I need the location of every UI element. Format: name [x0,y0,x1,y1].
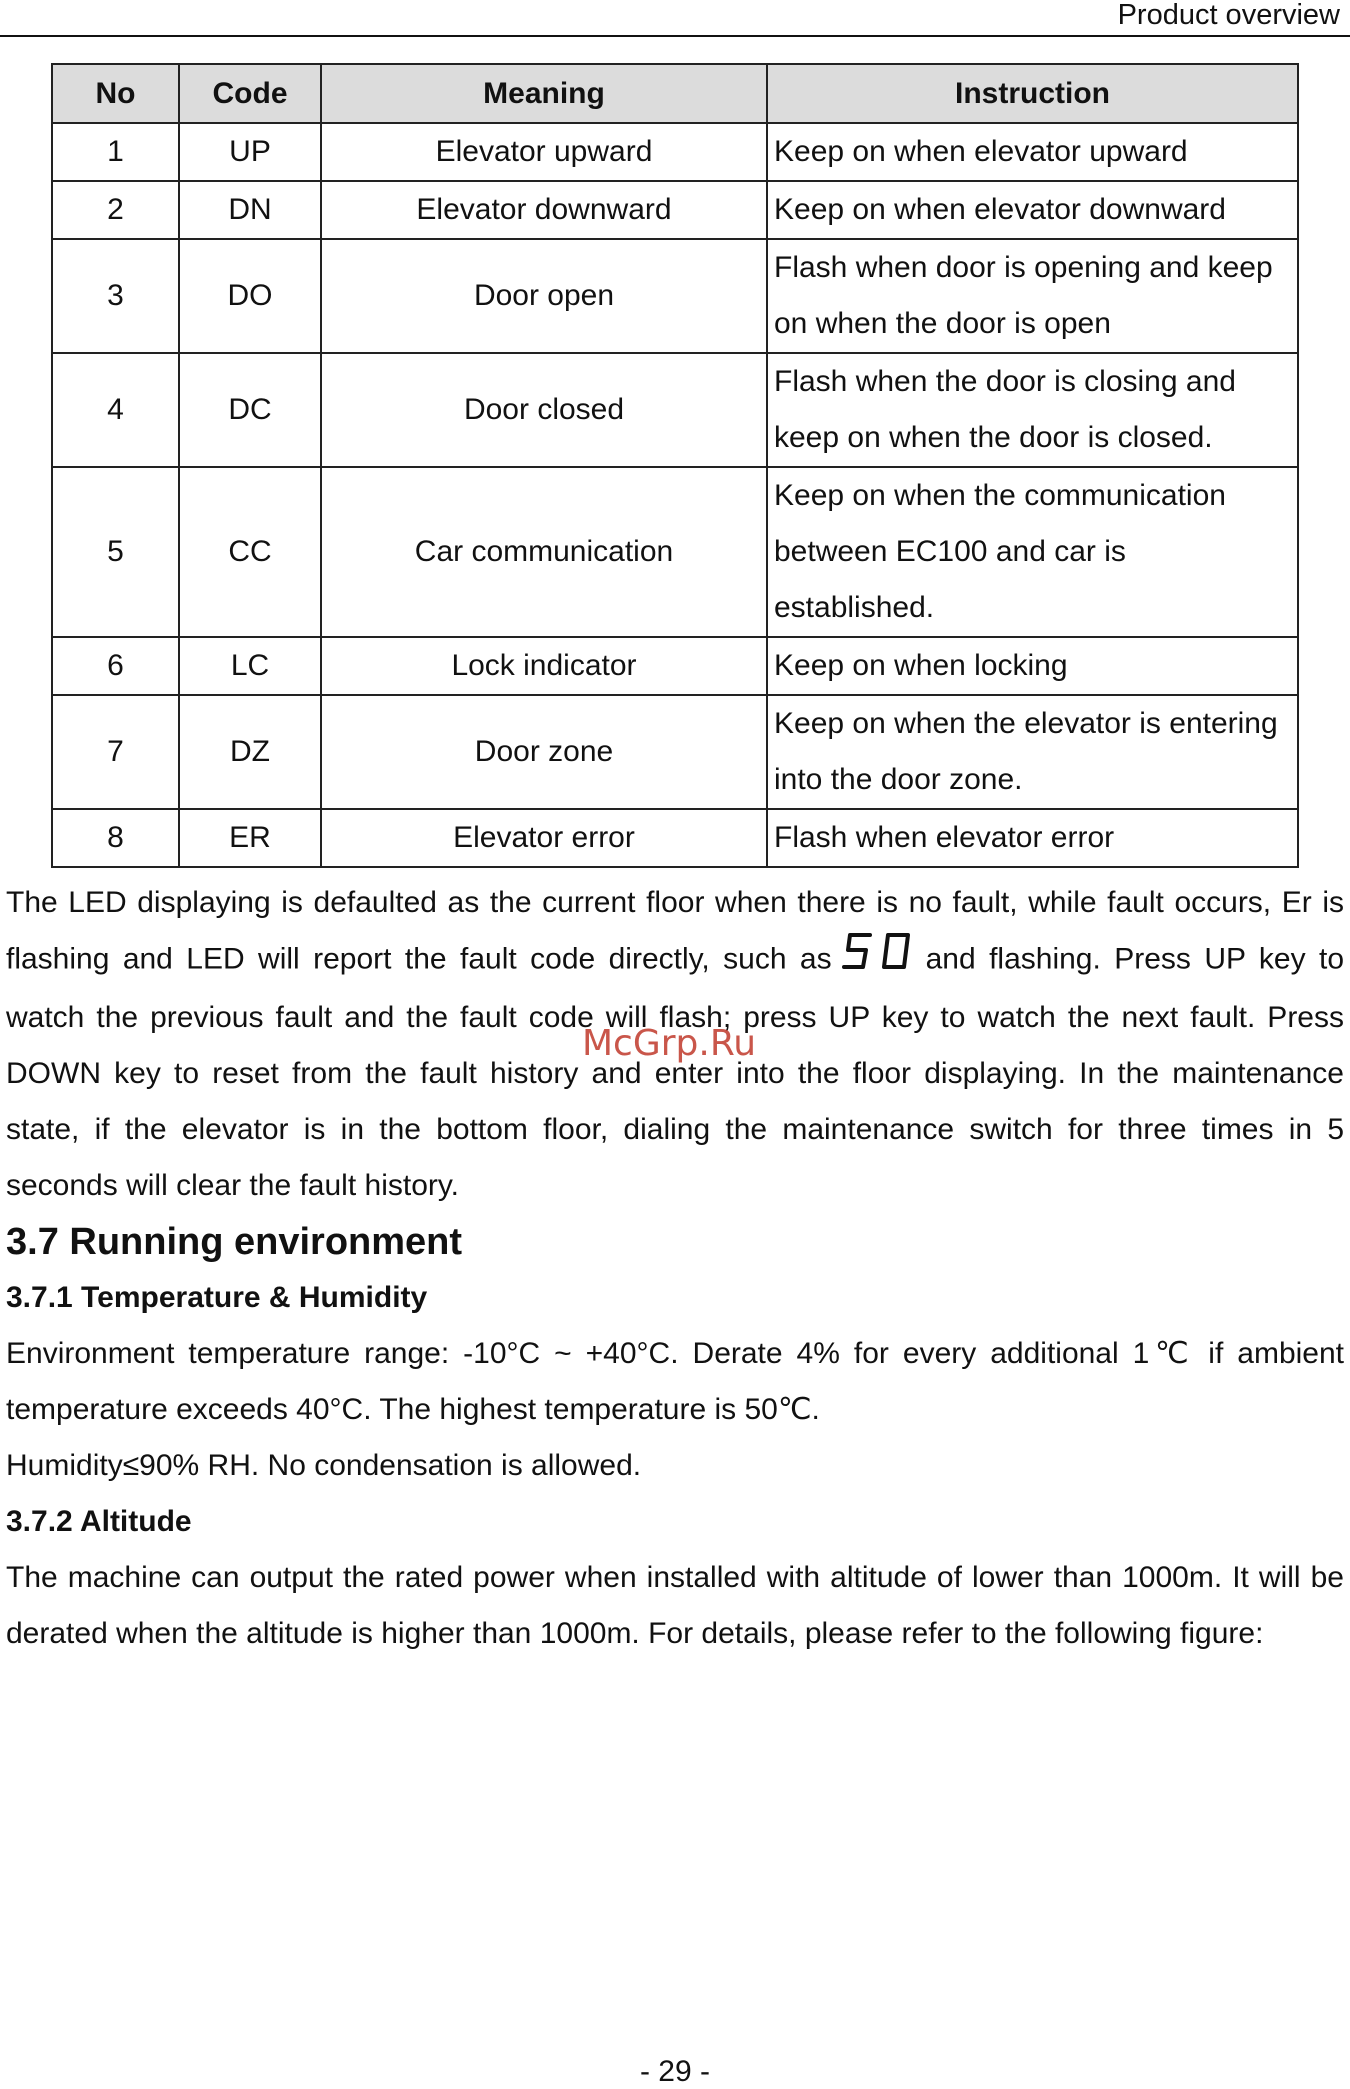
table-row [52,695,1298,809]
cell-code: UP [179,123,321,181]
humidity-text: Humidity≤90% RH. No condensation is allowed. [6,1449,642,1482]
cell-meaning: Elevator downward [321,181,767,239]
table-row [52,181,1298,239]
temperature-heading: 3.7.1 Temperature & Humidity [6,1281,428,1314]
temperature-text: Environment temperature range: -10°C ~ +40°C. Derate 4% for every additional 1℃ if ambient temperature exceeds 40°C. The highest temperature is 50℃. [6,1337,1344,1426]
column-header-meaning: Meaning [321,64,767,123]
cell-no: 2 [52,181,179,239]
cell-instruction: Keep on when locking [767,637,1298,695]
table-row [52,239,1298,353]
column-header-no: No [52,64,179,123]
cell-code: DN [179,181,321,239]
cell-code: LC [179,637,321,695]
cell-no: 4 [52,353,179,467]
cell-instruction: Flash when the door is closing and keep on when the door is closed. [767,353,1298,467]
section-title: 3.7 Running environment [6,1221,463,1263]
cell-code: ER [179,809,321,867]
table-row [52,809,1298,867]
cell-code: CC [179,467,321,637]
header-rule [0,35,1350,37]
cell-instruction: Flash when door is opening and keep on when the door is open [767,239,1298,353]
led-text-before: The LED displaying is defaulted as the current floor when there is no fault, while fault occurs, Er is flashing and LED will report the fault code directly, such as [6,886,1344,976]
column-header-instruction: Instruction [767,64,1298,123]
table-row [52,467,1298,637]
cell-code: DO [179,239,321,353]
cell-meaning: Elevator upward [321,123,767,181]
cell-meaning: Elevator error [321,809,767,867]
cell-meaning: Door closed [321,353,767,467]
altitude-heading: 3.7.2 Altitude [6,1505,192,1538]
cell-meaning: Door open [321,239,767,353]
cell-instruction: Flash when elevator error [767,809,1298,867]
cell-no: 6 [52,637,179,695]
cell-meaning: Lock indicator [321,637,767,695]
altitude-text: The machine can output the rated power when installed with altitude of lower than 1000m. It will be derated when the altitude is higher than 1000m. For details, please refer to the following figure: [6,1561,1344,1650]
led-text-after: and flashing. Press UP key to watch the previous fault and the fault code will flash; press UP key to watch the next fault. Press DOWN key to reset from the fault history and enter into the floor displaying. In the maintenance state, if the elevator is in the bottom floor, dialing the maintenance switch for three times in 5 seconds will clear the fault history. [6,942,1344,1202]
table-row [52,637,1298,695]
column-header-code: Code [179,64,321,123]
cell-instruction: Keep on when the elevator is entering into the door zone. [767,695,1298,809]
cell-meaning: Car communication [321,467,767,637]
cell-instruction: Keep on when elevator downward [767,181,1298,239]
cell-no: 8 [52,809,179,867]
table-header-row [52,64,1298,123]
page-number: - 29 - [639,2055,711,2088]
cell-no: 7 [52,695,179,809]
cell-meaning: Door zone [321,695,767,809]
cell-code: DZ [179,695,321,809]
table-row [52,353,1298,467]
cell-code: DC [179,353,321,467]
cell-instruction: Keep on when elevator upward [767,123,1298,181]
page-header-title: Product overview [1117,0,1340,31]
watermark-text: McGrp.Ru [582,1023,757,1064]
seven-segment-50-icon [842,931,912,971]
cell-no: 1 [52,123,179,181]
cell-instruction: Keep on when the communication between EC100 and car is established. [767,467,1298,637]
cell-no: 5 [52,467,179,637]
page-content [6,875,1344,1662]
indicator-table [51,63,1299,868]
table-row [52,123,1298,181]
seven-segment-display [842,931,912,990]
cell-no: 3 [52,239,179,353]
